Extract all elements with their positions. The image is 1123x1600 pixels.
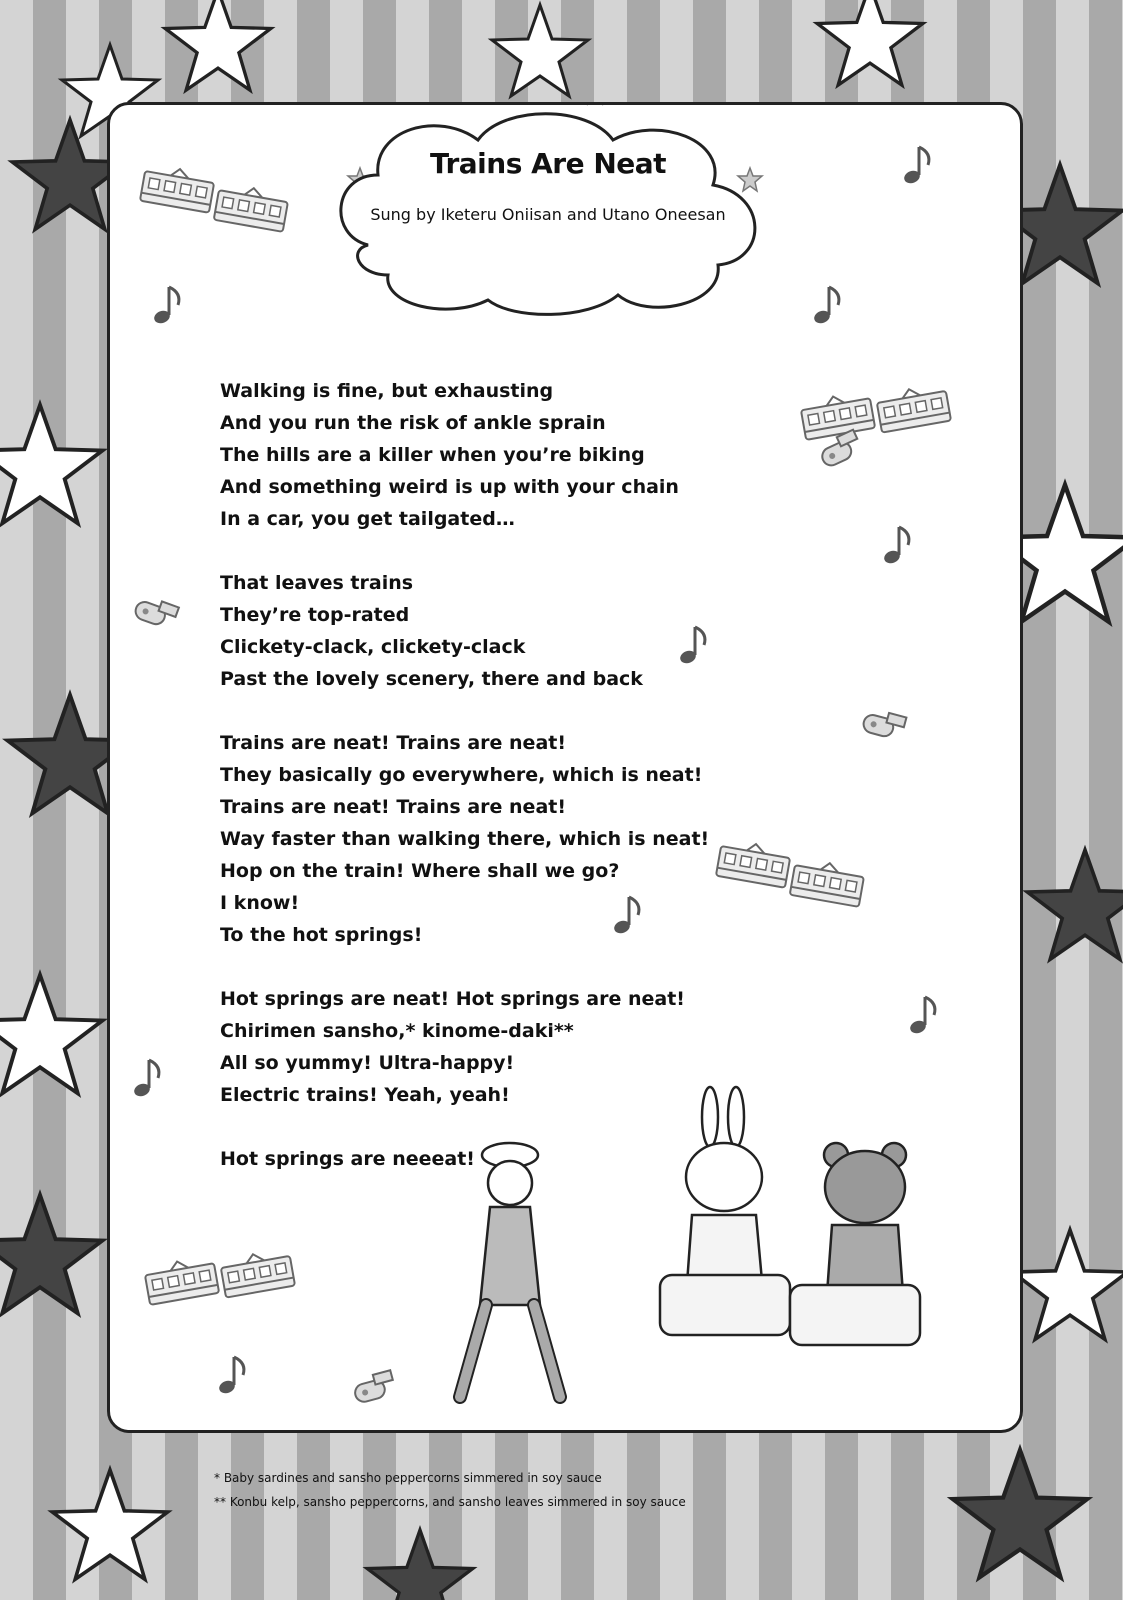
star-icon xyxy=(0,975,102,1093)
lyrics-stanza-2 xyxy=(220,567,740,695)
lyrics-stanza-5 xyxy=(220,1143,740,1175)
lyric-line: Electric trains! Yeah, yeah! xyxy=(220,1084,510,1106)
lyric-line: Hot springs are neeeat! xyxy=(220,1148,475,1170)
lyric-line: Chirimen sansho,* kinome-daki** xyxy=(220,1020,574,1042)
star-icon xyxy=(0,405,102,523)
lyric-line: That leaves trains xyxy=(220,572,414,594)
star-icon xyxy=(953,1450,1087,1577)
music-note-icon xyxy=(217,1357,244,1395)
lyric-line: All so yummy! Ultra-happy! xyxy=(220,1052,515,1074)
star-icon xyxy=(492,5,588,96)
music-note-icon xyxy=(132,1060,159,1098)
lyric-line: And something weird is up with your chain xyxy=(220,476,679,498)
lyric-line: They’re top-rated xyxy=(220,604,410,626)
footnote: ** Konbu kelp, sansho peppercorns, and sansho leaves simmered in soy sauce xyxy=(214,1495,686,1509)
star-icon xyxy=(165,0,271,90)
music-note-icon xyxy=(812,287,839,325)
lyrics-stanza-3 xyxy=(220,727,740,951)
star-icon xyxy=(1027,850,1123,959)
lyric-line: Hop on the train! Where shall we go? xyxy=(220,860,620,882)
music-note-icon xyxy=(152,287,179,325)
lyric-line: Past the lovely scenery, there and back xyxy=(220,668,643,690)
lyric-line: They basically go everywhere, which is neat! xyxy=(220,764,703,786)
lyric-line: Way faster than walking there, which is neat! xyxy=(220,828,710,850)
lyric-line: Hot springs are neat! Hot springs are neat! xyxy=(220,988,685,1010)
star-icon xyxy=(52,1470,167,1579)
footnote: * Baby sardines and sansho peppercorns simmered in soy sauce xyxy=(214,1471,602,1485)
train-icon xyxy=(144,1242,295,1311)
lyric-line: To the hot springs! xyxy=(220,924,423,946)
lyrics-stanza-4 xyxy=(220,983,740,1111)
song-title: Trains Are Neat xyxy=(429,147,667,180)
lyric-line: I know! xyxy=(220,892,300,914)
star-icon xyxy=(0,1195,102,1313)
lyric-line: The hills are a killer when you’re biking xyxy=(220,444,645,466)
footnotes xyxy=(214,1466,686,1514)
train-icon xyxy=(800,377,951,446)
star-icon xyxy=(817,0,923,85)
lyric-line: And you run the risk of ankle sprain xyxy=(220,412,606,434)
whistle-icon xyxy=(862,707,907,741)
star-icon xyxy=(1012,1230,1123,1339)
music-note-icon xyxy=(882,527,909,565)
lyric-line: Trains are neat! Trains are neat! xyxy=(220,732,567,754)
lyric-line: Trains are neat! Trains are neat! xyxy=(220,796,567,818)
lyrics xyxy=(220,375,740,1207)
music-note-icon xyxy=(908,997,935,1035)
song-credit: Sung by Iketeru Oniisan and Utano Oneesan xyxy=(370,205,726,224)
train-icon xyxy=(139,163,290,232)
music-note-icon xyxy=(902,147,929,185)
lyric-line: Walking is fine, but exhausting xyxy=(220,380,554,402)
lyric-line: Clickety-clack, clickety-clack xyxy=(220,636,526,658)
lyrics-panel xyxy=(107,102,1023,1433)
whistle-icon xyxy=(133,594,179,630)
bear-costume-illustration xyxy=(790,1143,920,1345)
star-icon xyxy=(367,1530,473,1600)
lyric-line: In a car, you get tailgated… xyxy=(220,508,515,530)
whistle-icon xyxy=(352,1370,397,1404)
lyrics-stanza-1 xyxy=(220,375,740,535)
